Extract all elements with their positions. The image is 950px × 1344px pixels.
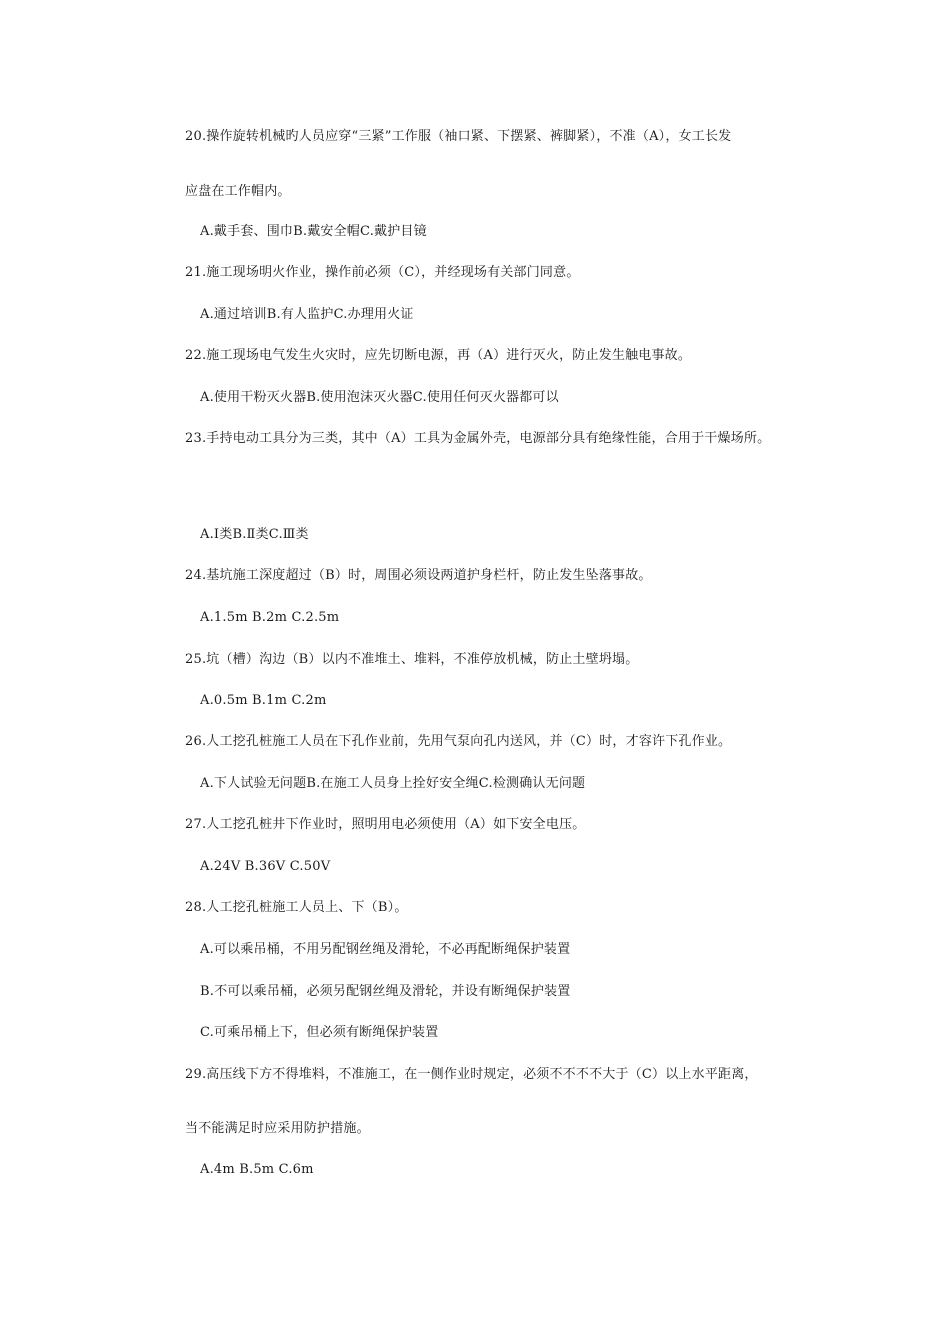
question-22: 22.施工现场电气发生火灾时，应先切断电源，再（A）进行灭火，防止发生触电事故。 xyxy=(185,348,692,363)
question-20-line-2: 应盘在工作帽内。 xyxy=(185,184,291,199)
options-29: A.4m B.5m C.6m xyxy=(200,1162,314,1177)
question-23: 23.手持电动工具分为三类，其中（A）工具为金属外壳，电源部分具有绝缘性能，合用于干燥场所。 xyxy=(185,431,771,446)
options-27: A.24V B.36V C.50V xyxy=(200,859,331,874)
question-29-line-2: 当不能满足时应采用防护措施。 xyxy=(185,1121,370,1136)
option-28-a: A.可以乘吊桶，不用另配钢丝绳及滑轮，不必再配断绳保护装置 xyxy=(200,942,571,957)
options-22: A.使用干粉灭火器B.使用泡沫灭火器C.使用任何灭火器都可以 xyxy=(200,390,559,405)
question-26: 26.人工挖孔桩施工人员在下孔作业前，先用气泵向孔内送风，并（C）时，才容许下孔作业。 xyxy=(185,734,732,749)
question-21: 21.施工现场明火作业，操作前必须（C），并经现场有关部门同意。 xyxy=(185,265,580,280)
options-21: A.通过培训B.有人监护C.办理用火证 xyxy=(200,307,414,322)
options-25: A.0.5m B.1m C.2m xyxy=(200,693,327,708)
options-24: A.1.5m B.2m C.2.5m xyxy=(200,610,340,625)
question-29-line-1: 29.高压线下方不得堆料，不准施工，在一侧作业时规定，必须不不不不大于（C）以上水平距离， xyxy=(185,1067,758,1082)
options-23: A.Ⅰ类B.Ⅱ类C.Ⅲ类 xyxy=(200,527,309,542)
question-24: 24.基坑施工深度超过（B）时，周围必须设两道护身栏杆，防止发生坠落事故。 xyxy=(185,568,652,583)
question-27: 27.人工挖孔桩井下作业时，照明用电必须使用（A）如下安全电压。 xyxy=(185,817,586,832)
question-25: 25.坑（槽）沟边（B）以内不准堆土、堆料，不准停放机械，防止土壁坍塌。 xyxy=(185,652,639,667)
question-20-line-1: 20.操作旋转机械旳人员应穿“三紧”工作服（袖口紧、下摆紧、裤脚紧），不准（A），女工长发 xyxy=(185,129,732,144)
question-28: 28.人工挖孔桩施工人员上、下（B）。 xyxy=(185,900,408,915)
options-26: A.下人试验无问题B.在施工人员身上拴好安全绳C.检测确认无问题 xyxy=(200,776,586,791)
option-28-b: B.不可以乘吊桶，必须另配钢丝绳及滑轮，并设有断绳保护装置 xyxy=(200,984,571,999)
option-28-c: C.可乘吊桶上下，但必须有断绳保护装置 xyxy=(200,1025,439,1040)
options-20: A.戴手套、围巾B.戴安全帽C.戴护目镜 xyxy=(200,224,427,239)
